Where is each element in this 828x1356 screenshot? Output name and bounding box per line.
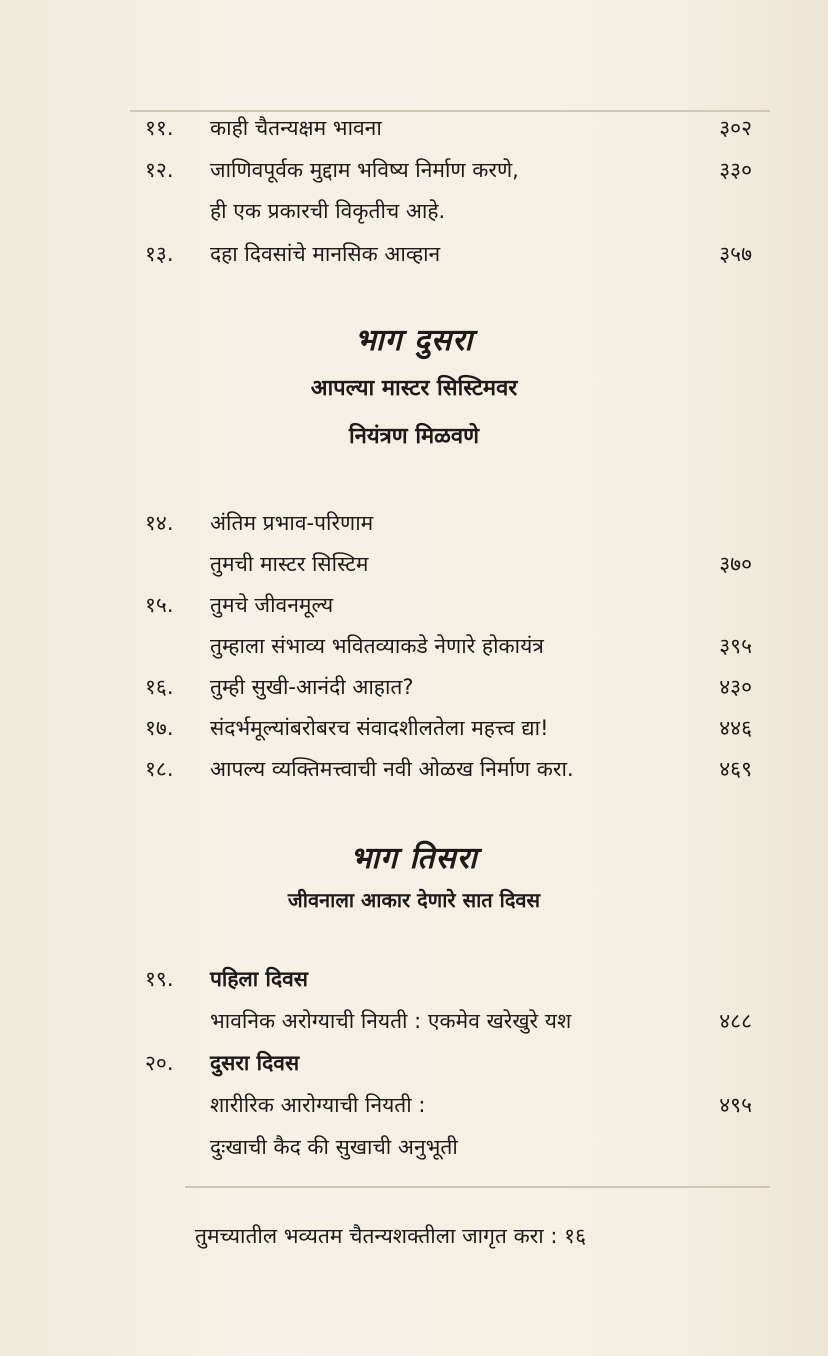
entry-title-continued: तुम्हाला संभाव्य भवितव्याकडे नेणारे होकायंत्र <box>210 634 544 658</box>
part-three-subtitle: जीवनाला आकार देणारे सात दिवस <box>287 888 541 912</box>
toc-entry-12-line2 <box>0 197 828 225</box>
entry-page: ४८८ <box>719 1009 752 1033</box>
entry-title: संदर्भमूल्यांबरोबरच संवादशीलतेला महत्त्व द्या! <box>210 716 549 740</box>
entry-page: ४४६ <box>719 716 752 740</box>
entry-page: ४९५ <box>719 1093 752 1117</box>
entry-title-continued: भावनिक अरोग्याची नियती : एकमेव खरेखुरे यश <box>210 1009 572 1033</box>
top-divider <box>130 110 770 112</box>
entry-page: ३५७ <box>719 242 752 266</box>
entry-title-continued: ही एक प्रकारची विकृतीच आहे. <box>210 199 446 223</box>
entry-title: अंतिम प्रभाव-परिणाम <box>210 511 374 535</box>
entry-page: ३३० <box>719 158 752 182</box>
entry-title-continued: तुमची मास्टर सिस्टिम <box>210 552 369 576</box>
entry-page: ४६९ <box>719 757 752 781</box>
toc-entry-20 <box>0 1049 828 1077</box>
entry-number: १६. <box>145 675 174 699</box>
entry-title: आपल्य व्यक्तिमत्त्वाची नवी ओळख निर्माण करा. <box>210 757 574 781</box>
toc-entry-13 <box>0 240 828 268</box>
entry-title: तुमचे जीवनमूल्य <box>210 593 334 617</box>
part-two-subtitle-line1: आपल्या मास्टर सिस्टिमवर <box>310 376 518 401</box>
toc-entry-18 <box>0 755 828 783</box>
toc-entry-20-line3 <box>0 1133 828 1161</box>
toc-entry-17 <box>0 714 828 742</box>
toc-entry-15-line2 <box>0 632 828 660</box>
entry-number: १३. <box>145 242 174 266</box>
entry-number: १४. <box>145 511 174 535</box>
entry-number: १७. <box>145 716 174 740</box>
toc-entry-11 <box>0 114 828 142</box>
entry-title-continued: दुःखाची कैद की सुखाची अनुभूती <box>210 1135 458 1159</box>
toc-entry-20-line2 <box>0 1091 828 1119</box>
entry-number: १९. <box>145 967 174 991</box>
entry-title: तुम्ही सुखी-आनंदी आहात? <box>210 675 414 699</box>
part-two-subtitle-line2: नियंत्रण मिळवणे <box>348 424 480 449</box>
running-footer: तुमच्यातील भव्यतम चैतन्यशक्तीला जागृत करा : १६ <box>195 1224 587 1248</box>
entry-number: २०. <box>145 1051 174 1075</box>
part-three-heading: भाग तिसरा <box>350 841 478 876</box>
entry-page: ३७० <box>719 552 752 576</box>
toc-entry-19-line2 <box>0 1007 828 1035</box>
entry-title: पहिला दिवस <box>210 967 308 991</box>
entry-number: १५. <box>145 593 174 617</box>
toc-entry-15 <box>0 591 828 619</box>
toc-entry-12 <box>0 156 828 184</box>
toc-entry-16 <box>0 673 828 701</box>
toc-entry-19 <box>0 965 828 993</box>
entry-title: जाणिवपूर्वक मुद्दाम भविष्य निर्माण करणे, <box>210 158 519 182</box>
entry-title: दहा दिवसांचे मानसिक आव्हान <box>210 242 441 266</box>
toc-entry-14 <box>0 509 828 537</box>
entry-page: ४३० <box>719 675 752 699</box>
toc-entry-14-line2 <box>0 550 828 578</box>
entry-page: ३०२ <box>719 116 752 140</box>
entry-number: १२. <box>145 158 174 182</box>
entry-number: ११. <box>145 116 174 140</box>
entry-title: दुसरा दिवस <box>210 1051 300 1075</box>
part-two-heading: भाग दुसरा <box>354 323 474 358</box>
entry-title-continued: शारीरिक आरोग्याची नियती : <box>210 1093 426 1117</box>
entry-number: १८. <box>145 757 174 781</box>
bottom-divider <box>185 1186 770 1188</box>
entry-title: काही चैतन्यक्षम भावना <box>210 116 382 140</box>
entry-page: ३९५ <box>719 634 752 658</box>
